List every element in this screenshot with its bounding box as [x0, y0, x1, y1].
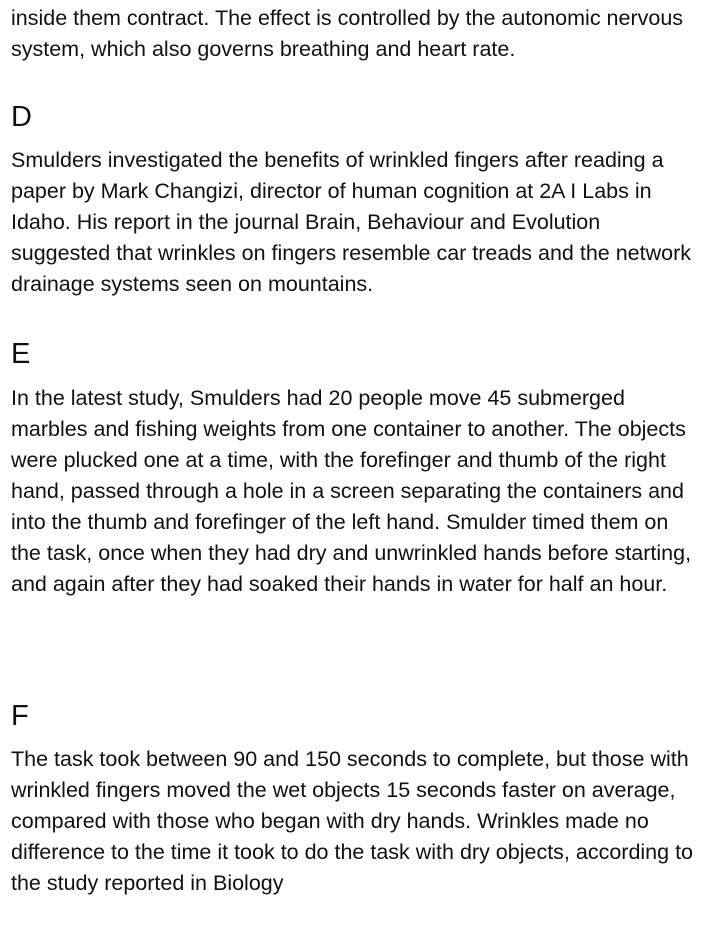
section-heading-f: F — [11, 700, 29, 732]
paragraph-f: The task took between 90 and 150 seconds to complete, but those with wrinkled fingers moved the wet objects 15 seconds faster on average, compared with those who began with dry hands. Wrinkles made no difference to the time it took to do the task with dry objects, according to the study reported in Biology — [11, 747, 693, 895]
paragraph-e: In the latest study, Smulders had 20 people move 45 submerged marbles and fishing weights from one container to another. The objects were plucked one at a time, with the forefinger and thumb of the right hand, passed through a hole in a screen separating the containers and into the thumb and forefinger of the left hand. Smulder timed them on the task, once when they had dry and unwrinkled hands before starting, and again after they had soaked their hands in water for half an hour. — [11, 386, 692, 596]
article-page — [11, 3, 696, 899]
section-heading-e: E — [11, 338, 31, 370]
paragraph-d: Smulders investigated the benefits of wrinkled fingers after reading a paper by Mark Changizi, director of human cognition at 2A I Labs in Idaho. His report in the journal Brain, Behaviour and Evolution suggested that wrinkles on fingers resemble car treads and the network drainage systems seen on mountains. — [11, 148, 692, 296]
section-heading-d: D — [11, 101, 32, 133]
paragraph-c-continued: inside them contract. The effect is controlled by the autonomic nervous system, which also governs breathing and heart rate. — [11, 6, 684, 61]
